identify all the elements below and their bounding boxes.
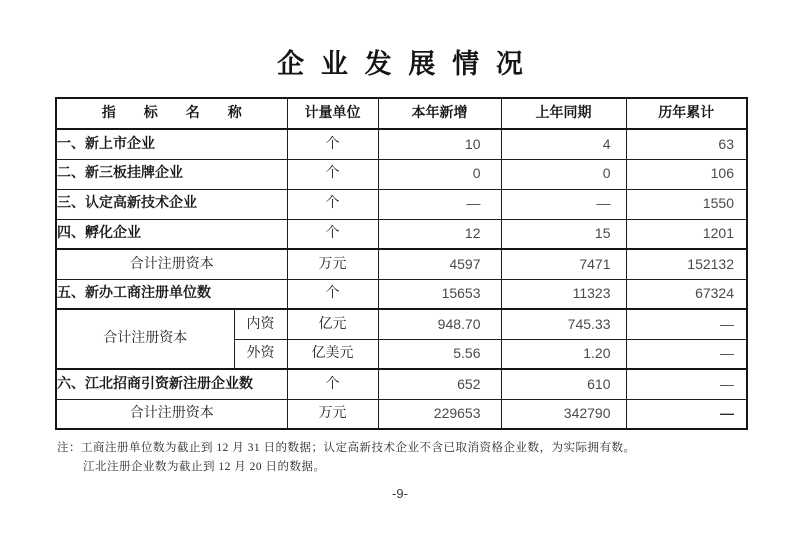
row-unit: 个 [287, 369, 378, 399]
footnote-line: 江北注册企业数为截止到 12 月 20 日的数据。 [83, 460, 326, 473]
row-cumulative: 1201 [626, 219, 747, 249]
row-label: 五、新办工商注册单位数 [56, 279, 287, 309]
table-row [56, 369, 747, 399]
table-row-subtotal [56, 249, 747, 279]
row-cumulative: 1550 [626, 189, 747, 219]
page-number: -9- [392, 486, 408, 501]
row-sublabel: 外资 [234, 339, 287, 369]
row-cumulative: 106 [626, 159, 747, 189]
row-unit: 亿美元 [287, 339, 378, 369]
row-previous: 342790 [501, 399, 626, 429]
table-header-row [56, 98, 747, 129]
row-current: 0 [378, 159, 501, 189]
row-previous: 15 [501, 219, 626, 249]
row-previous: 11323 [501, 279, 626, 309]
row-previous: — [501, 189, 626, 219]
table-row [56, 189, 747, 219]
row-previous: 0 [501, 159, 626, 189]
footnote-line: 注：工商注册单位数为截止到 12 月 31 日的数据；认定高新技术企业不含已取消资格企业数，为实际拥有数。 [57, 442, 636, 454]
row-current: 4597 [378, 249, 501, 279]
row-unit: 个 [287, 129, 378, 159]
row-previous: 1.20 [501, 339, 626, 369]
row-cumulative: 152132 [626, 249, 747, 279]
header-previous-year: 上年同期 [501, 98, 626, 129]
table-row [56, 159, 747, 189]
enterprise-development-table [55, 97, 748, 430]
row-current: 948.70 [378, 309, 501, 339]
row-label: 四、孵化企业 [56, 219, 287, 249]
header-cumulative: 历年累计 [626, 98, 747, 129]
table-row [56, 219, 747, 249]
row-cumulative: — [626, 309, 747, 339]
row-label: 二、新三板挂牌企业 [56, 159, 287, 189]
row-label: 合计注册资本 [56, 399, 287, 429]
row-current: 15653 [378, 279, 501, 309]
header-indicator-name: 指标名称 [56, 98, 287, 129]
row-current: 229653 [378, 399, 501, 429]
row-current: 5.56 [378, 339, 501, 369]
row-current: 652 [378, 369, 501, 399]
footnotes [57, 439, 747, 477]
row-unit: 个 [287, 189, 378, 219]
row-current: 10 [378, 129, 501, 159]
row-unit: 个 [287, 159, 378, 189]
row-unit: 个 [287, 219, 378, 249]
row-current: — [378, 189, 501, 219]
row-previous: 610 [501, 369, 626, 399]
row-label: 一、新上市企业 [56, 129, 287, 159]
table-row-subtotal [56, 399, 747, 429]
row-unit: 亿元 [287, 309, 378, 339]
row-unit: 个 [287, 279, 378, 309]
row-previous: 4 [501, 129, 626, 159]
row-previous: 7471 [501, 249, 626, 279]
row-unit: 万元 [287, 249, 378, 279]
row-previous: 745.33 [501, 309, 626, 339]
row-label: 三、认定高新技术企业 [56, 189, 287, 219]
row-cumulative: 63 [626, 129, 747, 159]
header-current-year: 本年新增 [378, 98, 501, 129]
row-cumulative: — [626, 369, 747, 399]
row-cumulative: 67324 [626, 279, 747, 309]
row-unit: 万元 [287, 399, 378, 429]
row-label: 合计注册资本 [56, 309, 234, 369]
row-label: 合计注册资本 [56, 249, 287, 279]
header-unit: 计量单位 [287, 98, 378, 129]
table-row [56, 279, 747, 309]
row-sublabel: 内资 [234, 309, 287, 339]
table-row [56, 129, 747, 159]
row-cumulative: — [626, 399, 747, 429]
row-label: 六、江北招商引资新注册企业数 [56, 369, 287, 399]
page-title: 企业发展情况 [277, 49, 540, 79]
table-row-subtotal-domestic [56, 309, 747, 339]
row-cumulative: — [626, 339, 747, 369]
row-current: 12 [378, 219, 501, 249]
